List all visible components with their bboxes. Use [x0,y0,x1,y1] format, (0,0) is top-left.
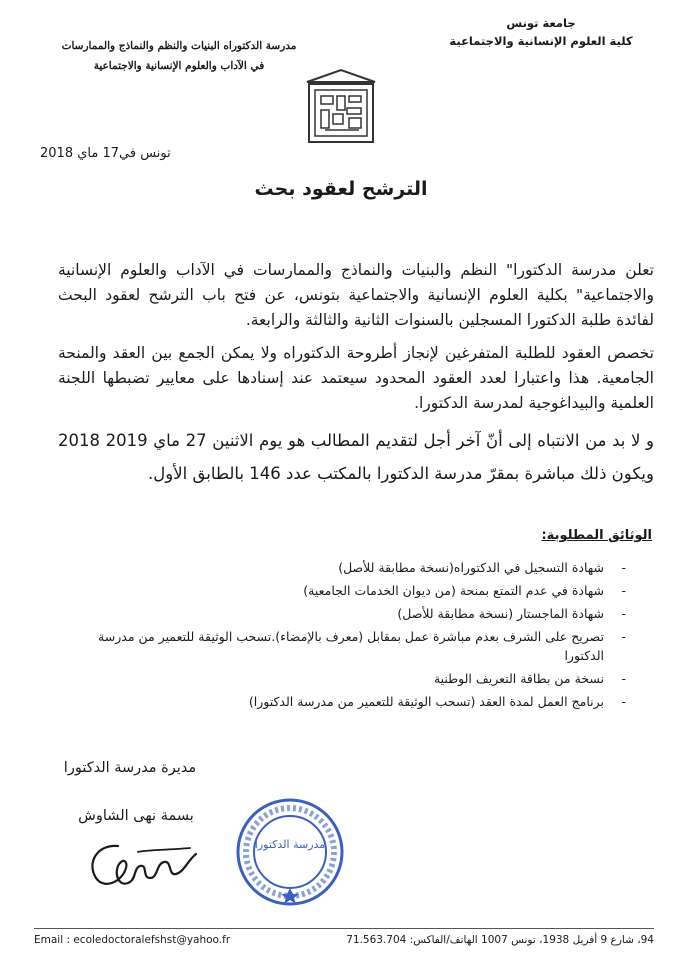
announcement-body [58,258,654,498]
signatory-title: مديرة مدرسة الدكتورا [63,760,197,776]
school-name-line2: في الآداب والعلوم الإنسانية والاجتماعية [93,60,265,72]
letter-date: تونس في17 ماي 2018 [40,146,171,161]
paragraph-deadline: و لا بد من الانتباه إلى أنّ آخر أجل لتقديم المطالب هو يوم الاثنين 27 ماي 2019 2018 ويكون ذلك مباشرة بمقرّ مدرسة الدكتورا بالمكتب عدد 146 بالطابق الأول. [58,431,654,483]
school-name-line1: مدرسة الدكتوراه البنيات والنظم والنماذج والممارسات [61,40,297,52]
faculty-logo-icon [301,68,381,146]
list-item: - نسخة من بطاقة التعريف الوطنية [60,669,652,688]
official-stamp [234,796,346,908]
footer-address: 94، شارع 9 أفريل 1938، تونس 1007 الهاتف/الفاكس: 71.563.704 [346,934,654,946]
handwritten-signature [78,832,208,898]
list-item: - تصريح على الشرف بعدم مباشرة عمل بمقابل (معرف بالإمضاء).تسحب الوثيقة للتعمير من مدرسة الدكتورا [60,627,652,665]
list-item: - شهادة التسجيل في الدكتوراه(نسخة مطابقة للأصل) [60,558,652,577]
doctoral-school-header [34,36,324,76]
institution-header [426,14,656,50]
paragraph-conditions: تخصص العقود للطلبة المتفرغين لإنجاز أطروحة الدكتوراه ولا يمكن الجمع بين العقد والمنحة الجامعية. هذا واعتبارا لعدد العقود المحدود سيعتمد عند إسنادها على معايير تضبطها اللجنة العلمية والبيداغوجية لمدرسة الدكتورا. [58,344,654,412]
faculty-name: كلية العلوم الإنسانية والاجتماعية [449,34,633,48]
required-documents-heading: الوثائق المطلوبة: [541,528,652,543]
footer-email: Email : ecoledoctoralefshst@yahoo.fr [34,934,231,946]
list-item: - برنامج العمل لمدة العقد (تسحب الوثيقة للتعمير من مدرسة الدكتورا) [60,692,652,711]
signatory-name: بسمة نهى الشاوش [78,808,194,824]
letter-footer [34,928,654,946]
announcement-title: الترشح لعقود بحث [254,178,428,200]
list-item: - شهادة في عدم التمتع بمنحة (من ديوان الخدمات الجامعية) [60,581,652,600]
list-item: - شهادة الماجستار (نسخة مطابقة للأصل) [60,604,652,623]
paragraph-intro: تعلن مدرسة الدكتورا" النظم والبنيات والنماذج والممارسات في الآداب والعلوم الإنسانية والاجتماعية" بكلية العلوم الإنسانية والاجتماعية بتونس، عن فتح باب الترشح لعقود البحث لفائدة طلبة الدكتورا المسجلين بالسنوات الثانية والثالثة والرابعة. [58,261,654,329]
stamp-text: مدرسة الدكتورا [254,838,326,851]
university-name: جامعة تونس [506,16,576,30]
required-documents-list [60,558,652,715]
